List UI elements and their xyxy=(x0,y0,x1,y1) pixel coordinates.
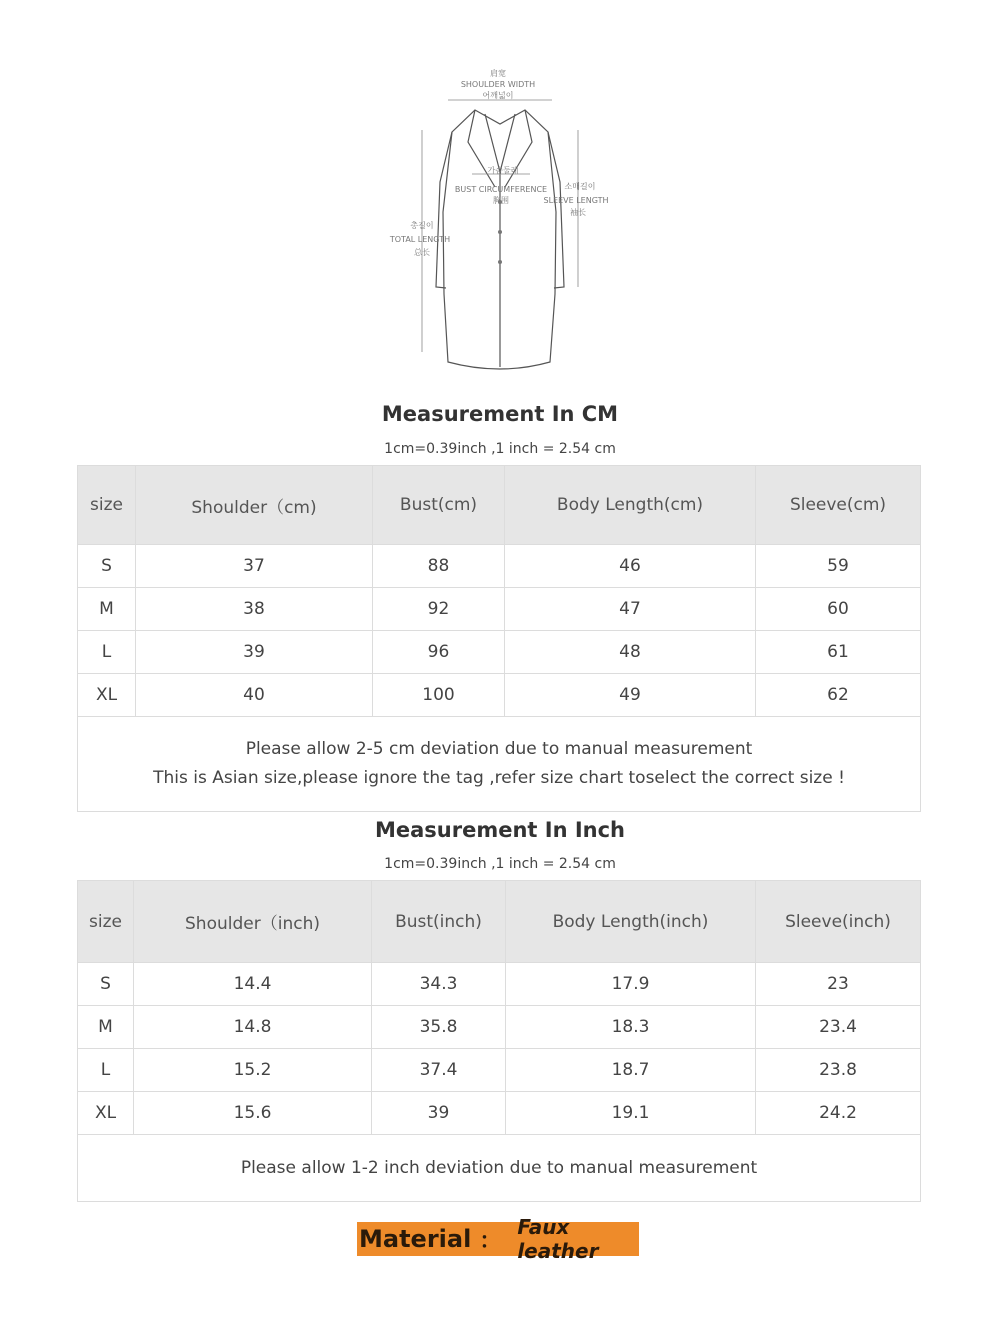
table-row xyxy=(78,588,921,631)
length-label-kr: 총길이 xyxy=(410,221,434,230)
bust-label-kr: 가슴둘레 xyxy=(487,166,519,175)
cell-bust: 96 xyxy=(373,631,505,674)
header-shoulder: Shoulder（cm) xyxy=(136,466,373,545)
note-row xyxy=(78,1135,921,1202)
sleeve-label-en: SLEEVE LENGTH xyxy=(543,196,609,205)
cell-body-length: 47 xyxy=(505,588,756,631)
cm-section-subtitle: 1cm=0.39inch ,1 inch = 2.54 cm xyxy=(384,441,616,457)
cell-body-length: 46 xyxy=(505,545,756,588)
cm-deviation-note: Please allow 2-5 cm deviation due to manual measurement xyxy=(245,739,753,759)
header-size: size xyxy=(78,466,136,545)
header-body-length: Body Length(cm) xyxy=(505,466,756,545)
material-value: Faux leather xyxy=(517,1215,599,1263)
cell-body-length: 19.1 xyxy=(506,1092,756,1135)
inch-deviation-note: Please allow 1-2 inch deviation due to manual measurement xyxy=(240,1157,758,1178)
coat-illustration xyxy=(380,62,620,382)
header-sleeve: Sleeve(inch) xyxy=(756,881,921,963)
cell-sleeve: 59 xyxy=(756,545,921,588)
cell-body-length: 17.9 xyxy=(506,963,756,1006)
cell-size: M xyxy=(78,588,136,631)
cell-bust: 37.4 xyxy=(372,1049,506,1092)
inch-size-table xyxy=(77,880,921,1202)
length-label-cn: 总长 xyxy=(414,248,430,257)
cell-bust: 100 xyxy=(373,674,505,717)
cell-shoulder: 39 xyxy=(136,631,373,674)
bust-label-en: BUST CIRCUMFERENCE xyxy=(454,185,548,194)
cell-size: S xyxy=(78,963,134,1006)
cell-shoulder: 14.4 xyxy=(134,963,372,1006)
cell-shoulder: 38 xyxy=(136,588,373,631)
header-sleeve: Sleeve(cm) xyxy=(756,466,921,545)
cell-shoulder: 40 xyxy=(136,674,373,717)
asian-size-note: This is Asian size,please ignore the tag ,refer size chart toselect the correct size ! xyxy=(153,768,845,788)
table-header-row xyxy=(78,466,921,545)
header-bust: Bust(cm) xyxy=(373,466,505,545)
cell-size: S xyxy=(78,545,136,588)
sleeve-label-kr: 소매길이 xyxy=(564,182,596,191)
material-banner xyxy=(357,1215,639,1263)
cell-size: M xyxy=(78,1006,134,1049)
cell-bust: 88 xyxy=(373,545,505,588)
cell-sleeve: 61 xyxy=(756,631,921,674)
cell-sleeve: 23.4 xyxy=(756,1006,921,1049)
cell-size: L xyxy=(78,631,136,674)
cell-body-length: 49 xyxy=(505,674,756,717)
cell-size: L xyxy=(78,1049,134,1092)
cell-sleeve: 62 xyxy=(756,674,921,717)
cell-bust: 39 xyxy=(372,1092,506,1135)
cell-sleeve: 60 xyxy=(756,588,921,631)
cell-sleeve: 24.2 xyxy=(756,1092,921,1135)
table-header-row xyxy=(78,881,921,963)
cell-bust: 92 xyxy=(373,588,505,631)
table-row xyxy=(78,1092,921,1135)
table-row xyxy=(78,674,921,717)
cell-bust: 35.8 xyxy=(372,1006,506,1049)
inch-section-title: Measurement In Inch xyxy=(374,818,626,842)
shoulder-label-kr: 어깨넓이 xyxy=(482,91,514,100)
cell-shoulder: 15.2 xyxy=(134,1049,372,1092)
material-colon: ： xyxy=(479,1228,502,1254)
cm-section-title: Measurement In CM xyxy=(381,402,619,426)
bust-label-cn: 胸围 xyxy=(493,196,509,205)
cm-note-cell xyxy=(78,717,921,812)
header-shoulder: Shoulder（inch) xyxy=(134,881,372,963)
table-row xyxy=(78,1006,921,1049)
material-label: Material xyxy=(359,1225,472,1253)
shoulder-label-cn: 肩宽 xyxy=(490,69,506,78)
header-size: size xyxy=(78,881,134,963)
cell-bust: 34.3 xyxy=(372,963,506,1006)
cell-shoulder: 14.8 xyxy=(134,1006,372,1049)
cell-shoulder: 15.6 xyxy=(134,1092,372,1135)
header-bust: Bust(inch) xyxy=(372,881,506,963)
inch-section-subtitle: 1cm=0.39inch ,1 inch = 2.54 cm xyxy=(384,856,616,872)
table-row xyxy=(78,1049,921,1092)
inch-note-cell xyxy=(78,1135,921,1202)
length-label-en: TOTAL LENGTH xyxy=(389,235,451,244)
cell-sleeve: 23 xyxy=(756,963,921,1006)
cell-body-length: 48 xyxy=(505,631,756,674)
table-row xyxy=(78,631,921,674)
cell-size: XL xyxy=(78,674,136,717)
cm-size-table xyxy=(77,465,921,812)
cell-body-length: 18.7 xyxy=(506,1049,756,1092)
cell-shoulder: 37 xyxy=(136,545,373,588)
cell-sleeve: 23.8 xyxy=(756,1049,921,1092)
cell-body-length: 18.3 xyxy=(506,1006,756,1049)
table-row xyxy=(78,963,921,1006)
sleeve-label-cn: 袖长 xyxy=(570,208,586,217)
shoulder-label-en: SHOULDER WIDTH xyxy=(460,80,536,89)
cell-size: XL xyxy=(78,1092,134,1135)
coat-diagram xyxy=(380,62,620,382)
header-body-length: Body Length(inch) xyxy=(506,881,756,963)
table-row xyxy=(78,545,921,588)
note-row xyxy=(78,717,921,812)
